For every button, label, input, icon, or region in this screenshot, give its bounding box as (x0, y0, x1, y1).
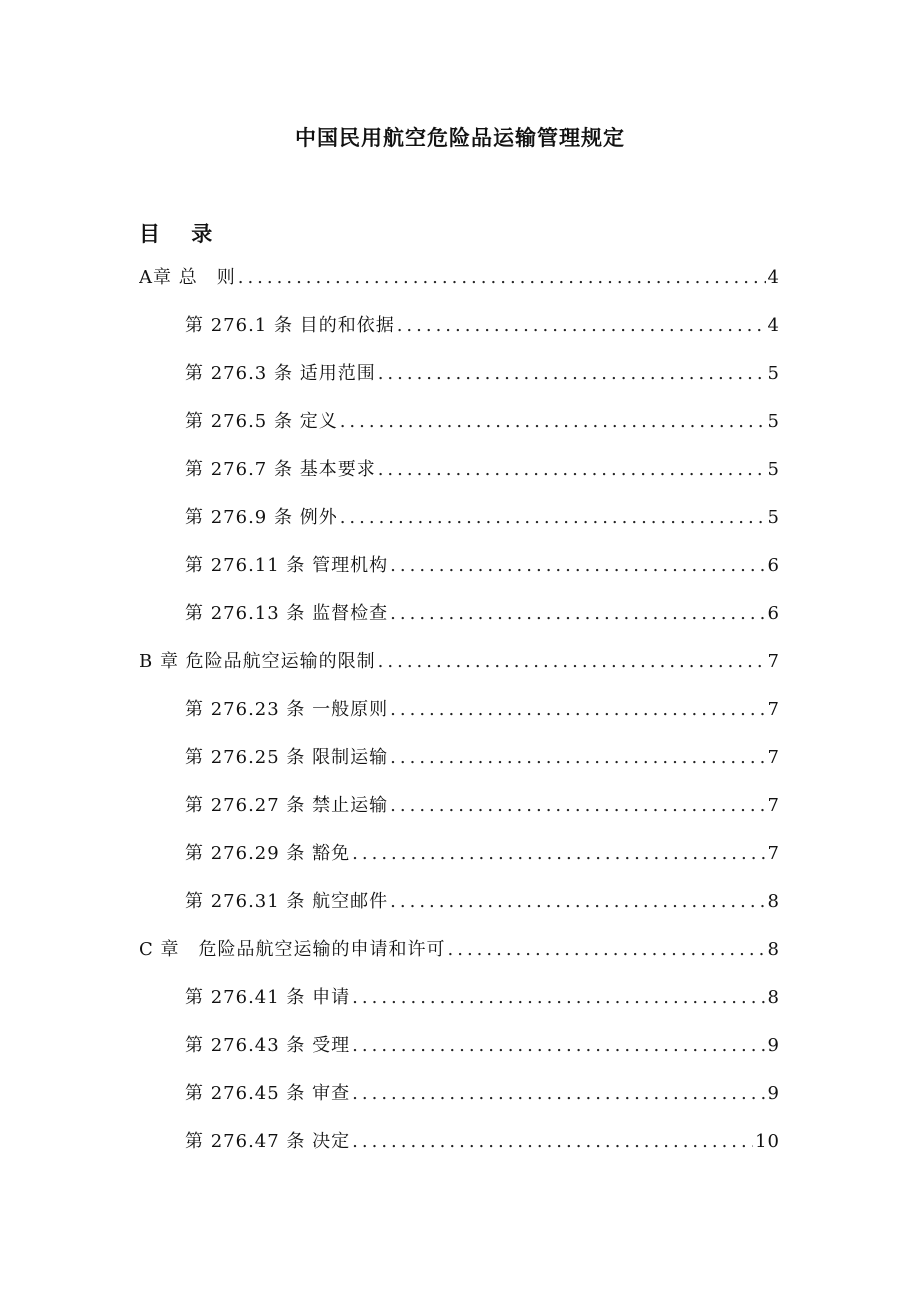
toc-dot-leader (390, 550, 765, 582)
toc-dot-leader (390, 886, 765, 918)
toc-entry-label: 第 276.1 条 目的和依据 (185, 315, 395, 336)
toc-entry-label: 第 276.45 条 审查 (185, 1083, 351, 1104)
toc-dot-leader (340, 502, 766, 534)
toc-entry-label: 第 276.47 条 决定 (185, 1131, 351, 1152)
toc-article-entry[interactable] (139, 598, 780, 646)
toc-entry-label: 第 276.31 条 航空邮件 (185, 891, 389, 912)
toc-entry-label: 第 276.5 条 定义 (185, 411, 338, 432)
toc-article-entry[interactable] (139, 310, 780, 358)
toc-article-entry[interactable] (139, 550, 780, 598)
toc-article-entry[interactable] (139, 502, 780, 550)
toc-page-number: 7 (767, 699, 780, 720)
toc-entry-label: 第 276.23 条 一般原则 (185, 699, 389, 720)
toc-page-number: 7 (767, 747, 780, 768)
toc-chapter-entry[interactable] (139, 262, 780, 310)
toc-dot-leader (352, 1030, 765, 1062)
toc-dot-leader (352, 1078, 765, 1110)
toc-page-number: 6 (767, 555, 780, 576)
toc-page-number: 9 (767, 1083, 780, 1104)
toc-dot-leader (378, 358, 766, 390)
toc-article-entry[interactable] (139, 1126, 780, 1174)
toc-entry-label: 第 276.41 条 申请 (185, 987, 351, 1008)
toc-page-number: 4 (767, 315, 780, 336)
toc-entry-label: 第 276.43 条 受理 (185, 1035, 351, 1056)
toc-entry-label: C 章 危险品航空运输的申请和许可 (139, 939, 446, 960)
toc-chapter-entry[interactable] (139, 934, 780, 982)
toc-page-number: 5 (767, 363, 780, 384)
toc-article-entry[interactable] (139, 982, 780, 1030)
toc-page-number: 5 (767, 507, 780, 528)
toc-page-number: 6 (767, 603, 780, 624)
toc-page-number: 5 (767, 459, 780, 480)
toc-article-entry[interactable] (139, 358, 780, 406)
toc-article-entry[interactable] (139, 694, 780, 742)
toc-page-number: 7 (767, 795, 780, 816)
toc-article-entry[interactable] (139, 406, 780, 454)
toc-page-number: 8 (767, 987, 780, 1008)
toc-entry-label: A章 总 则 (139, 267, 236, 288)
toc-dot-leader (352, 982, 765, 1014)
toc-dot-leader (378, 646, 766, 678)
toc-article-entry[interactable] (139, 1078, 780, 1126)
toc-heading: 目 录 (139, 221, 213, 246)
toc-page-number: 9 (767, 1035, 780, 1056)
toc-dot-leader (340, 406, 766, 438)
toc-chapter-entry[interactable] (139, 646, 780, 694)
table-of-contents (139, 262, 780, 1174)
toc-article-entry[interactable] (139, 790, 780, 838)
toc-page-number: 4 (767, 267, 780, 288)
toc-dot-leader (378, 454, 766, 486)
toc-entry-label: 第 276.25 条 限制运输 (185, 747, 389, 768)
toc-page-number: 7 (767, 651, 780, 672)
toc-entry-label: 第 276.11 条 管理机构 (185, 555, 389, 576)
toc-entry-label: 第 276.9 条 例外 (185, 507, 338, 528)
toc-dot-leader (238, 262, 766, 294)
toc-dot-leader (390, 790, 765, 822)
toc-page-number: 10 (755, 1131, 780, 1152)
toc-article-entry[interactable] (139, 742, 780, 790)
toc-dot-leader (390, 598, 765, 630)
toc-dot-leader (397, 310, 766, 342)
toc-dot-leader (448, 934, 766, 966)
toc-entry-label: B 章 危险品航空运输的限制 (139, 651, 376, 672)
toc-article-entry[interactable] (139, 1030, 780, 1078)
toc-page-number: 8 (767, 891, 780, 912)
toc-dot-leader (390, 742, 765, 774)
toc-article-entry[interactable] (139, 454, 780, 502)
toc-entry-label: 第 276.7 条 基本要求 (185, 459, 376, 480)
toc-entry-label: 第 276.27 条 禁止运输 (185, 795, 389, 816)
toc-dot-leader (352, 838, 765, 870)
toc-page-number: 5 (767, 411, 780, 432)
toc-page-number: 8 (767, 939, 780, 960)
toc-entry-label: 第 276.29 条 豁免 (185, 843, 351, 864)
document-title: 中国民用航空危险品运输管理规定 (295, 125, 625, 150)
toc-article-entry[interactable] (139, 838, 780, 886)
toc-entry-label: 第 276.13 条 监督检查 (185, 603, 389, 624)
toc-article-entry[interactable] (139, 886, 780, 934)
toc-page-number: 7 (767, 843, 780, 864)
toc-dot-leader (390, 694, 765, 726)
toc-dot-leader (352, 1126, 753, 1158)
toc-entry-label: 第 276.3 条 适用范围 (185, 363, 376, 384)
